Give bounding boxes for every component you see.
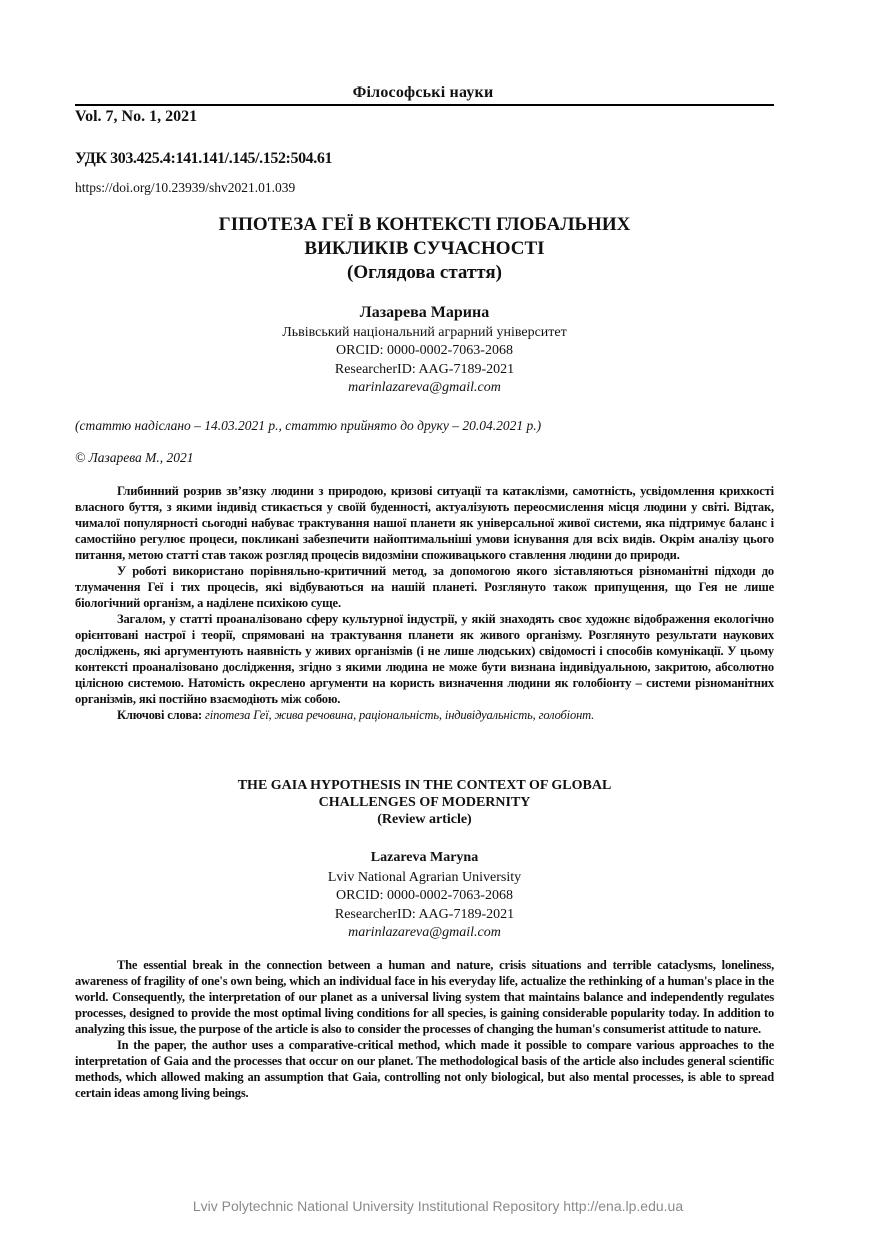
keywords-label: Ключові слова:	[117, 708, 203, 722]
email-ua[interactable]: marinlazareva@gmail.com	[348, 380, 501, 395]
researcher-id-ua: ResearcherID: AAG-7189-2021	[334, 361, 515, 377]
repository-footer: Lviv Polytechnic National University Institutional Repository http://ena.lp.edu.ua	[192, 1198, 684, 1214]
keywords-list: гіпотеза Геї, жива речовина, раціональність, індивідуальність, голобіонт.	[205, 708, 595, 722]
researcher-id-en: ResearcherID: AAG-7189-2021	[334, 906, 515, 922]
title-ua-line2: ВИКЛИКІВ СУЧАСНОСТІ	[304, 238, 545, 259]
title-en-line2: CHALLENGES OF MODERNITY	[318, 795, 531, 810]
abstract-en-paragraph-1: The essential break in the connection between a human and nature, crisis situations and terrible cataclysms, loneliness, awareness of fragility of one's own being, which an individual face in his everyday life, actualize the rethinking of a human's place in the world. Consequently, the interpretation of our planet as a universal living system that maintains balance and independently regulates processes, designed to provide the most optimal living conditions for all species, is gaining considerable popularity today. In addition to analyzing this issue, the purpose of the article is also to consider the processes of changing the human's consumerist attitude to nature.	[75, 958, 774, 1036]
keywords-ua	[75, 707, 774, 723]
abstract-en	[75, 957, 774, 1101]
author-block-en	[75, 849, 774, 943]
volume-info: Vol. 7, No. 1, 2021	[75, 108, 198, 125]
author-name-en: Lazareva Maryna	[370, 850, 479, 865]
abstract-en-paragraph-2: In the paper, the author uses a comparative-critical method, which made it possible to compare various approaches to the interpretation of Gaia and the processes that occur on our planet. The methodological basis of the article also includes general scientific methods, which allowed making an assumption that Gaia, controlling not only biological, but also mental processes, is able to spread certain ideas among living beings.	[75, 1038, 774, 1100]
title-en-line1: THE GAIA HYPOTHESIS IN THE CONTEXT OF GLOBAL	[237, 778, 612, 793]
title-ua-line1: ГІПОТЕЗА ГЕЇ В КОНТЕКСТІ ГЛОБАЛЬНИХ	[218, 214, 631, 235]
article-title-en	[75, 777, 774, 828]
abstract-ua-paragraph-3: Загалом, у статті проаналізовано сферу культурної індустрії, у якій знаходять своє художнє відображення екологічно орієнтовані настрої і теорії, спрямовані на трактування планети як живого організму. Розглянуто результати наукових досліджень, які аргументують наявність у живих організмів (і не лише людських) свідомості і способів комунікації. У цьому контексті проаналізовано дослідження, згідно з якими людина не може бути визнана індивідуальною, закритою, абсолютно цілісною системою. Натомість окреслено аргументи на користь визначення людини як голобіонту – системи різноманітних організмів, які постійно взаємодіють між собою.	[75, 612, 774, 706]
copyright-notice: © Лазарева М., 2021	[75, 450, 194, 465]
orcid-en: ORCID: 0000-0002-7063-2068	[336, 888, 513, 903]
header-divider	[75, 104, 774, 106]
udk-code: УДК 303.425.4:141.141/.145/.152:504.61	[75, 150, 333, 167]
affiliation-en: Lviv National Agrarian University	[327, 869, 522, 885]
email-en[interactable]: marinlazareva@gmail.com	[348, 925, 501, 940]
doi-link[interactable]: https://doi.org/10.23939/shv2021.01.039	[75, 180, 296, 195]
article-type-ua: (Оглядова стаття)	[347, 262, 502, 283]
article-title-ua	[75, 213, 774, 285]
submission-dates: (статтю надіслано – 14.03.2021 р., статтю прийнято до друку – 20.04.2021 р.)	[75, 418, 542, 433]
abstract-ua	[75, 483, 774, 723]
abstract-ua-paragraph-2: У роботі використано порівняльно-критичний метод, за допомогою якого зіставляються різноманітні підходи до тлумачення Геї і тих процесів, які відбуваються на нашій планеті. Розглянуто також припущення, що Гея не лише біологічний організм, а наділене психікою суще.	[75, 564, 774, 610]
author-name-ua: Лазарева Марина	[359, 304, 490, 321]
orcid-ua: ORCID: 0000-0002-7063-2068	[336, 343, 513, 358]
article-type-en: (Review article)	[377, 812, 472, 827]
journal-section-title: Філософські науки	[352, 84, 494, 101]
abstract-ua-paragraph-1: Глибинний розрив зв’язку людини з природою, кризові ситуації та катаклізми, самотність, усвідомлення крихкості власного буття, з якими індивід стикається у своїй буденності, актуалізують переосмислення місця людини у світі. Відтак, чималої популярності сьогодні набуває трактування нашої планети як універсальної живої системи, яка підтримує баланс і самостійно регулює процеси, покликані забезпечити найоптимальніші умови існування для всіх видів. Окрім аналізу цього питання, метою статті став також розгляд процесів видозміни споживацького ставлення людини до природи.	[75, 484, 774, 562]
affiliation-ua: Львівський національний аграрний університет	[282, 324, 567, 340]
author-block-ua	[75, 304, 774, 398]
